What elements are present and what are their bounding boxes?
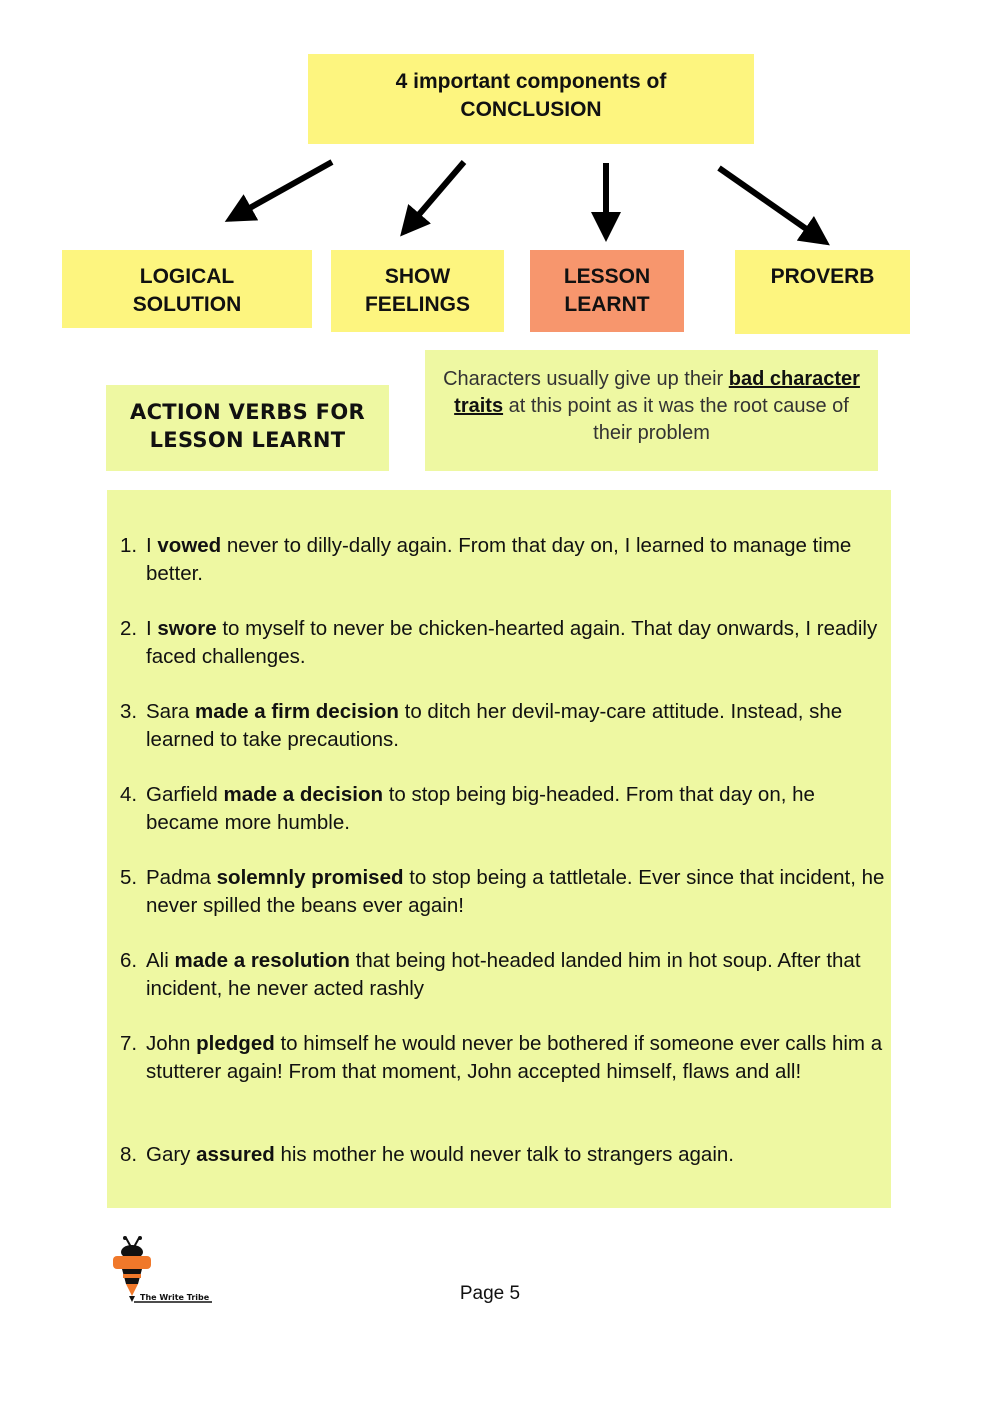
component-show-feelings: [331, 250, 504, 332]
item-text-pre: Padma: [146, 866, 217, 889]
item-number: 8.: [120, 1143, 138, 1166]
page-number: Page 5: [459, 1283, 521, 1304]
item-number: 1.: [120, 534, 138, 557]
item-action-verb: made a resolution: [174, 949, 350, 972]
list-item: [120, 1030, 886, 1086]
item-text-post: to himself he would never be bothered if someone ever calls him a stutterer again! From that moment, John accepted himself, flaws and all!: [146, 1032, 883, 1083]
list-item: [120, 615, 886, 671]
item-text-pre: John: [146, 1032, 197, 1055]
list-item: [120, 781, 886, 837]
write-tribe-bee-logo: [108, 1236, 216, 1310]
item-text-post: to myself to never be chicken-hearted again. That day onwards, I readily faced challenges.: [146, 617, 878, 668]
item-action-verb: made a decision: [223, 783, 383, 806]
heading-line-2: LESSON LEARNT: [149, 428, 346, 452]
item-number: 7.: [120, 1032, 138, 1055]
item-text-post: to ditch her devil-may-care attitude. Instead, she learned to take precautions.: [146, 700, 843, 751]
component-label-line-2: LEARNT: [564, 293, 650, 316]
item-number: 4.: [120, 783, 138, 806]
note-text-after: at this point as it was the root cause of their problem: [503, 395, 849, 444]
component-logical-solution: [62, 250, 312, 328]
item-number: 6.: [120, 949, 138, 972]
item-number: 5.: [120, 866, 138, 889]
item-text-post: to stop being a tattletale. Ever since that incident, he never spilled the beans ever again!: [146, 866, 885, 917]
component-label-line-1: PROVERB: [770, 265, 875, 288]
item-action-verb: swore: [157, 617, 217, 640]
item-number: 3.: [120, 700, 138, 723]
item-action-verb: made a firm decision: [195, 700, 399, 723]
component-label-line-1: LOGICAL: [139, 265, 235, 288]
list-item: [120, 864, 886, 920]
lesson-note: [425, 350, 878, 471]
item-action-verb: pledged: [196, 1032, 275, 1055]
examples-panel: [107, 490, 891, 1208]
heading-line-1: ACTION VERBS FOR: [130, 400, 365, 424]
list-item: [120, 947, 886, 1003]
component-label-line-1: LESSON: [563, 265, 651, 288]
item-action-verb: solemnly promised: [216, 866, 404, 889]
action-verbs-heading: [106, 385, 389, 471]
note-bold-phrase: bad character traits: [454, 368, 860, 417]
component-label-line-2: FEELINGS: [364, 293, 470, 316]
arrow-to-show-feelings: [404, 162, 464, 232]
component-label-line-2: SOLUTION: [132, 293, 242, 316]
diagram-title: [308, 54, 754, 144]
item-text-post: never to dilly-dally again. From that day on, I learned to manage time better.: [146, 534, 852, 585]
logo-text: The Write Tribe: [140, 1293, 210, 1302]
note-text-before: Characters usually give up their: [443, 368, 729, 390]
list-item: [120, 698, 886, 754]
item-text-pre: I: [146, 617, 158, 640]
list-item: [120, 1141, 886, 1169]
item-text-pre: Sara: [146, 700, 195, 723]
component-proverb: [735, 250, 910, 334]
item-number: 2.: [120, 617, 138, 640]
item-text-post: his mother he would never talk to strangers again.: [274, 1143, 734, 1166]
item-text-post: to stop being big-headed. From that day on, he became more humble.: [146, 783, 815, 834]
title-line-1: 4 important components of: [395, 70, 667, 93]
item-text-pre: Garfield: [146, 783, 224, 806]
title-line-2: CONCLUSION: [460, 98, 602, 121]
arrow-to-proverb: [719, 168, 825, 242]
arrow-to-logical-solution: [230, 162, 332, 219]
item-text-pre: Gary: [146, 1143, 197, 1166]
item-text-pre: I: [146, 534, 158, 557]
item-action-verb: assured: [196, 1143, 275, 1166]
item-text-pre: Ali: [146, 949, 175, 972]
component-lesson-learnt: [530, 250, 684, 332]
list-item: [120, 532, 886, 588]
component-label-line-1: SHOW: [384, 265, 451, 288]
item-action-verb: vowed: [157, 534, 222, 557]
item-text-post: that being hot-headed landed him in hot soup. After that incident, he never acted rashly: [146, 949, 861, 1000]
